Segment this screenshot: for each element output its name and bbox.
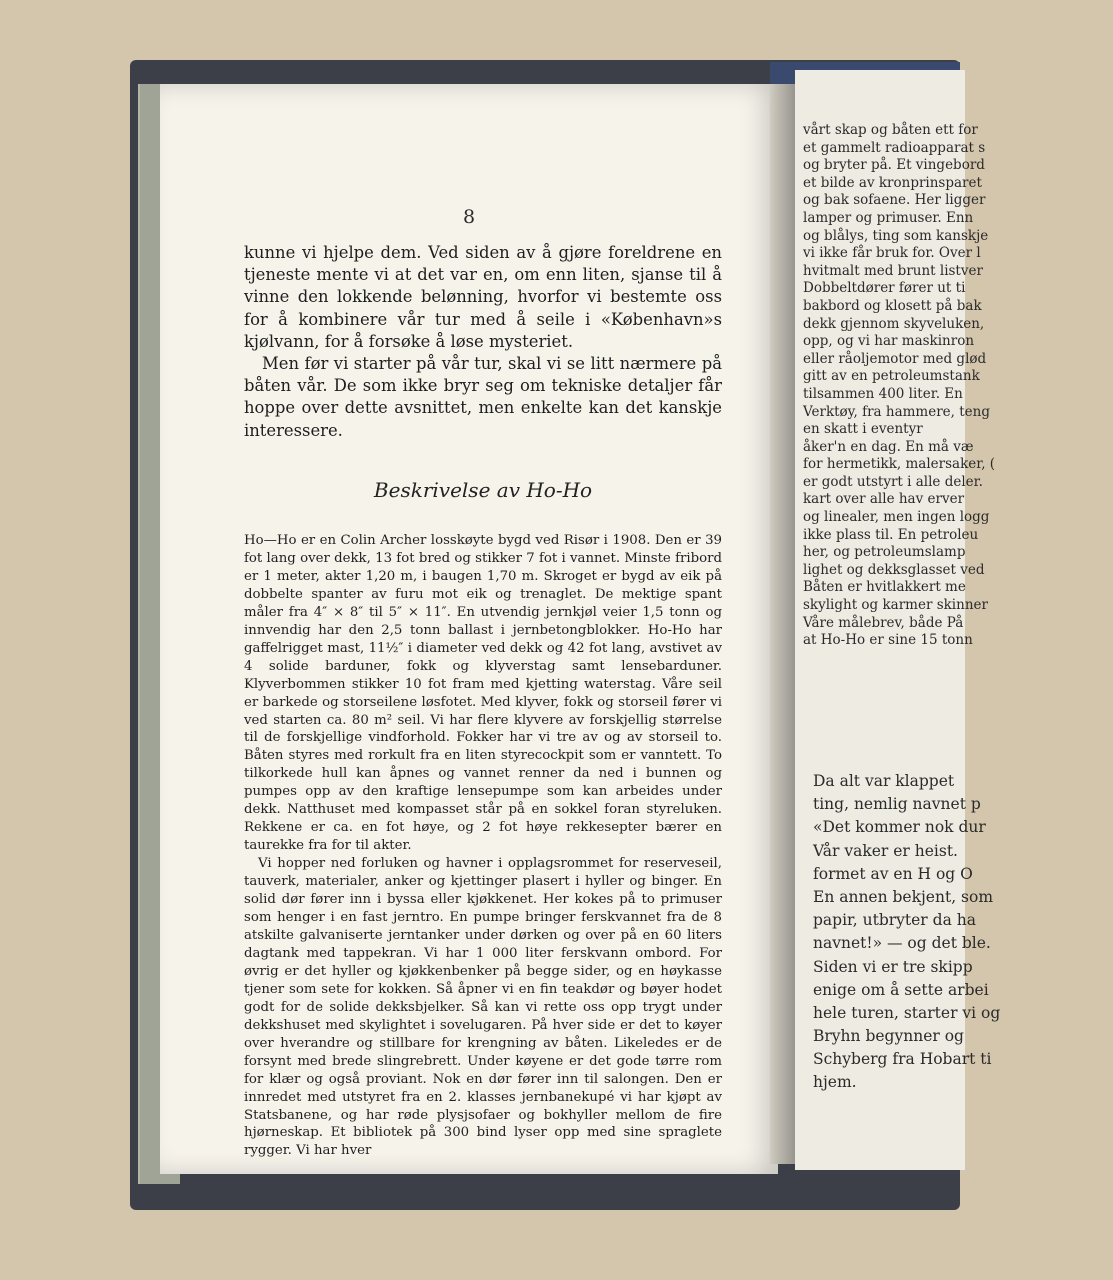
- right-page-line: formet av en H og O: [813, 864, 973, 883]
- right-page-line: og linealer, men ingen logg: [803, 509, 990, 526]
- right-page-line: og bak sofaene. Her ligger: [803, 192, 986, 209]
- right-page-line: en skatt i eventyr: [803, 421, 923, 438]
- right-page-lower-text: [813, 770, 1113, 1095]
- right-page-line: Da alt var klappet: [813, 772, 955, 790]
- right-page-line: bakbord og klosett på bak: [803, 297, 982, 314]
- right-page-line: lamper og primuser. Enn: [803, 209, 974, 226]
- right-page-line: hele turen, starter vi og: [813, 1003, 1001, 1022]
- right-page-line: vi ikke får bruk for. Over l: [803, 245, 981, 262]
- right-page-line: at Ho-Ho er sine 15 tonn: [803, 632, 973, 649]
- section-heading: Beskrivelse av Ho-Ho: [373, 478, 593, 502]
- right-page: [795, 70, 1001, 1170]
- right-page-line: gitt av en petroleumstank: [803, 368, 980, 385]
- right-page-line: her, og petroleumslamp: [803, 544, 966, 561]
- right-page-line: ting, nemlig navnet p: [813, 795, 981, 814]
- right-page-line: enige om å sette arbei: [813, 980, 989, 999]
- right-page-line: Bryhn begynner og: [813, 1027, 964, 1046]
- right-page-line: vårt skap og båten ett for: [803, 122, 978, 138]
- right-page-line: tilsammen 400 liter. En: [803, 385, 963, 402]
- right-page-line: åker'n en dag. En må væ: [803, 438, 974, 455]
- body-paragraph: Ho—Ho er en Colin Archer losskøyte bygd ved Risør i 1908. Den er 39 fot lang over dekk, 13 fot bred og stikker 7 fot i vannet. Minste fribord er 1 meter, akter 1,20 m, i baugen 1,70 m. Skroget er bygd av eik på dobbelte spanter av furu mot eik og trenaglet. De mektige spant måler fra 4″ × 8″ til 5″ × 11″. En utvendig jernkjøl veier 1,5 tonn og innvendig har den 2,5 tonn ballast i jernbetongblokker. Ho-Ho har gaffelrigget mast, 11½″ i diameter ved dekk og 42 fot lang, avstivet av 4 solide barduner, fokk og klyverstag samt lensebarduner. Klyverbommen stikker 10 fot fram med kjetting waterstag. Våre seil er barkede og storseilene løsfotet. Med klyver, fokk og storseil fører vi ved starten ca. 80 m² seil. Vi har flere klyvere av forskjellig størrelse til de forskjellige vindforhold. Fokker har vi tre av og av storseil to. Båten styres med rorkult fra en liten styrecockpit som er vanntett. To tilkorkede hull kan åpnes og vannet renner da ned i bunnen og pumpes opp av den kraftige lensepumpe som kan arbeides under dekk. Natthuset med kompasset står på en sokkel foran styreluken. Rekkene er ca. en fot høye, og 2 fot høye rekkesepter bærer en taurekke fra for til akter.: [244, 533, 722, 854]
- right-page-line: Siden vi er tre skipp: [813, 957, 973, 976]
- right-page-line: Båten er hvitlakkert me: [803, 579, 966, 596]
- right-page-line: er godt utstyrt i alle deler.: [803, 473, 983, 490]
- page-number: 8: [462, 206, 476, 228]
- right-page-line: ikke plass til. En petroleu: [803, 526, 979, 543]
- intro-paragraph: kunne vi hjelpe dem. Ved siden av å gjøre foreldrene en tjeneste mente vi at det var en, om enn liten, sjanse til å vinne den lokkende belønning, hvorfor vi bestemte oss for å kombinere vår tur med å seile i «København»s kjølvann, for å forsøke å løse mysteriet.: [244, 243, 722, 351]
- right-page-line: Schyberg fra Hobart ti: [813, 1050, 992, 1069]
- right-page-line: eller råoljemotor med glød: [803, 350, 987, 367]
- right-page-text: [803, 122, 1103, 650]
- right-page-line: kart over alle hav erver: [803, 491, 965, 508]
- right-page-line: og blålys, ting som kanskje: [803, 227, 989, 244]
- right-page-line: skylight og karmer skinner: [803, 597, 988, 614]
- right-page-line: hjem.: [813, 1073, 857, 1092]
- right-page-line: En annen bekjent, som: [813, 887, 994, 906]
- right-page-line: og bryter på. Et vingebord: [803, 157, 985, 174]
- intro-text: [244, 242, 722, 442]
- right-page-line: papir, utbryter da ha: [813, 911, 976, 930]
- right-page-line: Vår vaker er heist.: [813, 841, 958, 860]
- right-page-line: Dobbeltdører fører ut ti: [803, 280, 966, 297]
- right-page-line: navnet!» — og det ble.: [813, 934, 991, 953]
- left-page: [160, 84, 778, 1174]
- right-page-line: opp, og vi har maskinron: [803, 333, 975, 350]
- body-paragraph: Vi hopper ned forluken og havner i opplagsrommet for reserveseil, tauverk, materialer, anker og kjettinger plasert i hyller og binger. En solid dør fører inn i byssa eller kjøkkenet. Her kokes på to primuser som henger i en fast jerntro. En pumpe bringer ferskvannet fra de 8 atskilte galvaniserte jerntanker under dørken og over på en 60 liters dagtank med tappekran. Vi har 1 000 liter ferskvann ombord. For øvrig er det hyller og kjøkkenbenker på begge sider, og en høykasse tjener som sete for kokken. Så åpner vi en fin teakdør og bøyer hodet godt for de solide dekksbjelker. Så kan vi rette oss opp trygt under dekkshuset med skylightet i sovelugaren. På hver side er det to køyer over hverandre og stillbare for krengning av båten. Likeledes er de forsynt med brede slingrebrett. Under køyene er det gode tørre rom for klær og også proviant. Nok en dør fører inn til salongen. Den er innredet med utstyret fra en 2. klasses jernbanekupé vi har kjøpt av Statsbanene, og har røde plysjsofaer og bokhyller mellom de fire hjørneskap. Et bibliotek på 300 bind lyser opp med sine spraglete rygger. Vi har hver: [244, 856, 722, 1159]
- right-page-line: Verktøy, fra hammere, teng: [803, 403, 991, 420]
- right-page-line: hvitmalt med brunt listver: [803, 262, 983, 279]
- right-page-line: lighet og dekksglasset ved: [803, 561, 985, 578]
- right-page-line: et gammelt radioapparat s: [803, 139, 986, 156]
- right-page-line: dekk gjennom skyveluken,: [803, 315, 985, 332]
- body-text: [244, 532, 722, 1160]
- right-page-line: «Det kommer nok dur: [813, 818, 986, 837]
- right-page-line: Våre målebrev, både På: [803, 614, 964, 631]
- right-page-line: for hermetikk, malersaker, (: [803, 456, 996, 473]
- intro-paragraph: Men før vi starter på vår tur, skal vi se litt nærmere på båten vår. De som ikke bryr seg om tekniske detaljer får hoppe over dette avsnittet, men enkelte kan det kanskje interessere.: [244, 354, 722, 440]
- right-page-line: et bilde av kronprinsparet: [803, 174, 982, 191]
